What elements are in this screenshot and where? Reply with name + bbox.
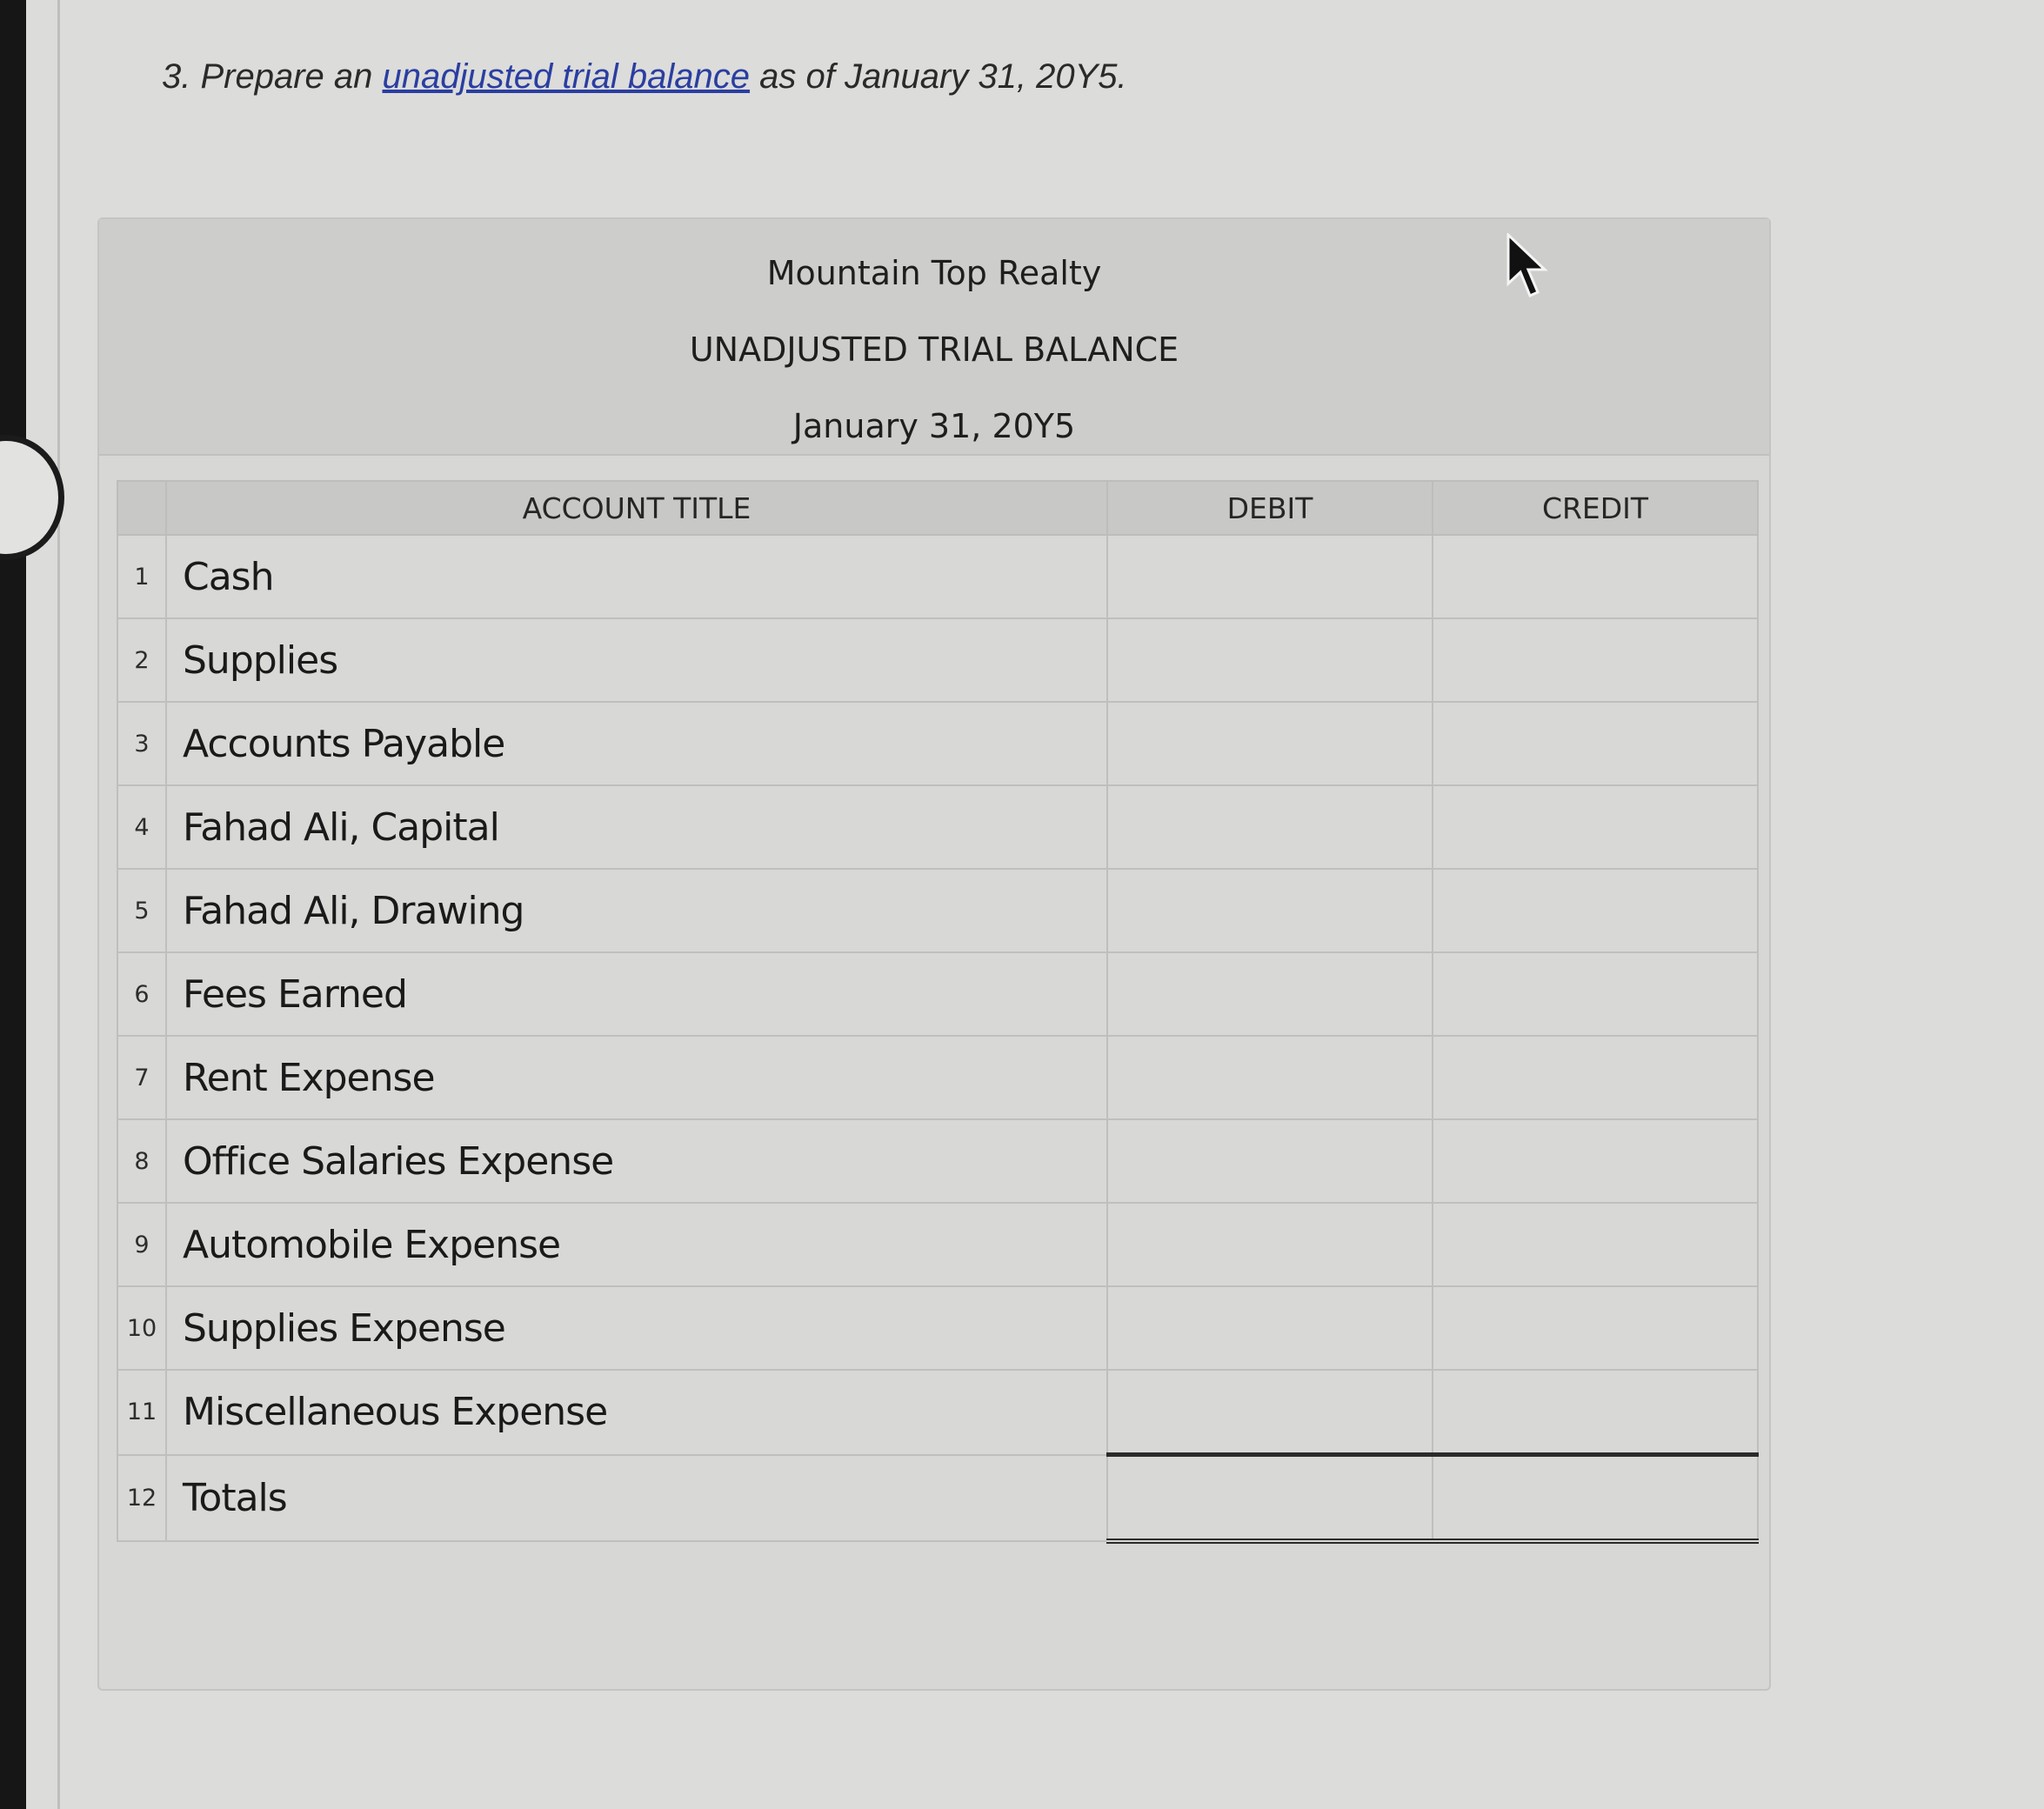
account-title: Fahad Ali, Capital xyxy=(183,804,499,850)
table-row xyxy=(117,1119,1758,1203)
debit-cell xyxy=(1107,1036,1433,1119)
row-number: 3 xyxy=(117,702,166,785)
credit-input[interactable] xyxy=(1433,1204,1757,1285)
account-cell xyxy=(166,1036,1107,1119)
account-cell xyxy=(166,952,1107,1036)
account-title: Supplies Expense xyxy=(183,1305,505,1351)
account-title: Fahad Ali, Drawing xyxy=(183,888,524,933)
credit-input[interactable] xyxy=(1433,536,1757,617)
account-cell xyxy=(166,869,1107,952)
trial-balance-table xyxy=(117,480,1759,1544)
instruction-text xyxy=(162,57,1127,97)
instruction-lead: 3. Prepare an xyxy=(162,57,383,96)
statement-title: UNADJUSTED TRIAL BALANCE xyxy=(689,330,1179,369)
credit-input[interactable] xyxy=(1433,1037,1757,1118)
debit-cell xyxy=(1107,618,1433,702)
credit-cell xyxy=(1433,1286,1758,1370)
debit-input[interactable] xyxy=(1108,870,1432,951)
table-row xyxy=(117,535,1758,618)
debit-input[interactable] xyxy=(1108,1371,1432,1452)
debit-cell xyxy=(1107,702,1433,785)
credit-cell xyxy=(1433,702,1758,785)
credit-input[interactable] xyxy=(1433,703,1757,784)
statement-date: January 31, 20Y5 xyxy=(792,407,1076,445)
debit-cell xyxy=(1107,785,1433,869)
credit-cell xyxy=(1433,1119,1758,1203)
row-number: 4 xyxy=(117,785,166,869)
account-title: Office Salaries Expense xyxy=(183,1138,614,1184)
credit-cell xyxy=(1433,952,1758,1036)
trial-balance-panel xyxy=(97,217,1771,1691)
totals-row xyxy=(117,1455,1758,1542)
debit-input[interactable] xyxy=(1108,1287,1432,1369)
debit-cell xyxy=(1107,535,1433,618)
row-number: 2 xyxy=(117,618,166,702)
debit-cell xyxy=(1107,869,1433,952)
account-cell xyxy=(166,702,1107,785)
credit-input[interactable] xyxy=(1433,1120,1757,1202)
debit-input[interactable] xyxy=(1108,1037,1432,1118)
page-edge xyxy=(57,0,60,1809)
totals-label: Totals xyxy=(183,1475,287,1520)
debit-cell xyxy=(1107,952,1433,1036)
table-row xyxy=(117,1286,1758,1370)
unadjusted-trial-balance-link[interactable]: unadjusted trial balance xyxy=(382,57,751,96)
credit-cell xyxy=(1433,618,1758,702)
account-title: Supplies xyxy=(183,637,338,683)
instruction-tail: as of January 31, 20Y5. xyxy=(750,57,1127,96)
debit-cell xyxy=(1107,1286,1433,1370)
account-title-header: ACCOUNT TITLE xyxy=(166,481,1107,535)
debit-input[interactable] xyxy=(1108,1120,1432,1202)
debit-input[interactable] xyxy=(1108,703,1432,784)
account-cell xyxy=(166,535,1107,618)
credit-cell xyxy=(1433,1036,1758,1119)
side-tab-icon[interactable] xyxy=(0,435,64,560)
account-title: Miscellaneous Expense xyxy=(183,1390,608,1435)
row-number: 8 xyxy=(117,1119,166,1203)
row-number: 1 xyxy=(117,535,166,618)
table-row xyxy=(117,1203,1758,1286)
debit-input[interactable] xyxy=(1108,619,1432,701)
row-number-header xyxy=(117,481,166,535)
row-number: 7 xyxy=(117,1036,166,1119)
table-row xyxy=(117,952,1758,1036)
table-row xyxy=(117,618,1758,702)
table-row xyxy=(117,785,1758,869)
company-name: Mountain Top Realty xyxy=(766,254,1102,292)
credit-cell xyxy=(1433,1370,1758,1455)
mouse-pointer-icon xyxy=(1506,233,1550,299)
debit-total-cell xyxy=(1107,1455,1433,1542)
row-number: 11 xyxy=(117,1370,166,1455)
debit-input[interactable] xyxy=(1108,953,1432,1035)
debit-input[interactable] xyxy=(1108,1204,1432,1285)
row-number: 9 xyxy=(117,1203,166,1286)
debit-input[interactable] xyxy=(1108,536,1432,617)
account-cell xyxy=(166,1286,1107,1370)
debit-cell xyxy=(1107,1203,1433,1286)
debit-cell xyxy=(1107,1370,1433,1455)
table-row xyxy=(117,1036,1758,1119)
debit-cell xyxy=(1107,1119,1433,1203)
credit-input[interactable] xyxy=(1433,1287,1757,1369)
credit-cell xyxy=(1433,1203,1758,1286)
account-title: Rent Expense xyxy=(183,1055,435,1100)
account-cell xyxy=(166,1119,1107,1203)
account-title: Cash xyxy=(183,554,274,599)
account-title: Automobile Expense xyxy=(183,1222,561,1267)
credit-input[interactable] xyxy=(1433,953,1757,1035)
credit-input[interactable] xyxy=(1433,870,1757,951)
credit-input[interactable] xyxy=(1433,619,1757,701)
row-number: 6 xyxy=(117,952,166,1036)
table-row xyxy=(117,1370,1758,1455)
account-title: Fees Earned xyxy=(183,971,407,1017)
debit-total-input[interactable] xyxy=(1108,1457,1432,1539)
table-row xyxy=(117,702,1758,785)
table-row xyxy=(117,869,1758,952)
debit-input[interactable] xyxy=(1108,786,1432,868)
credit-cell xyxy=(1433,785,1758,869)
row-number: 10 xyxy=(117,1286,166,1370)
account-cell xyxy=(166,1203,1107,1286)
credit-input[interactable] xyxy=(1433,1371,1757,1452)
row-number: 5 xyxy=(117,869,166,952)
credit-header: CREDIT xyxy=(1433,481,1758,535)
account-title: Accounts Payable xyxy=(183,721,505,766)
screen-bezel xyxy=(0,0,26,1809)
row-number: 12 xyxy=(117,1455,166,1542)
header-row xyxy=(117,481,1758,535)
credit-total-input[interactable] xyxy=(1433,1457,1757,1539)
credit-input[interactable] xyxy=(1433,786,1757,868)
credit-cell xyxy=(1433,535,1758,618)
account-cell xyxy=(166,1455,1107,1542)
debit-header: DEBIT xyxy=(1107,481,1433,535)
credit-cell xyxy=(1433,869,1758,952)
account-cell xyxy=(166,618,1107,702)
account-cell xyxy=(166,1370,1107,1455)
credit-total-cell xyxy=(1433,1455,1758,1542)
account-cell xyxy=(166,785,1107,869)
